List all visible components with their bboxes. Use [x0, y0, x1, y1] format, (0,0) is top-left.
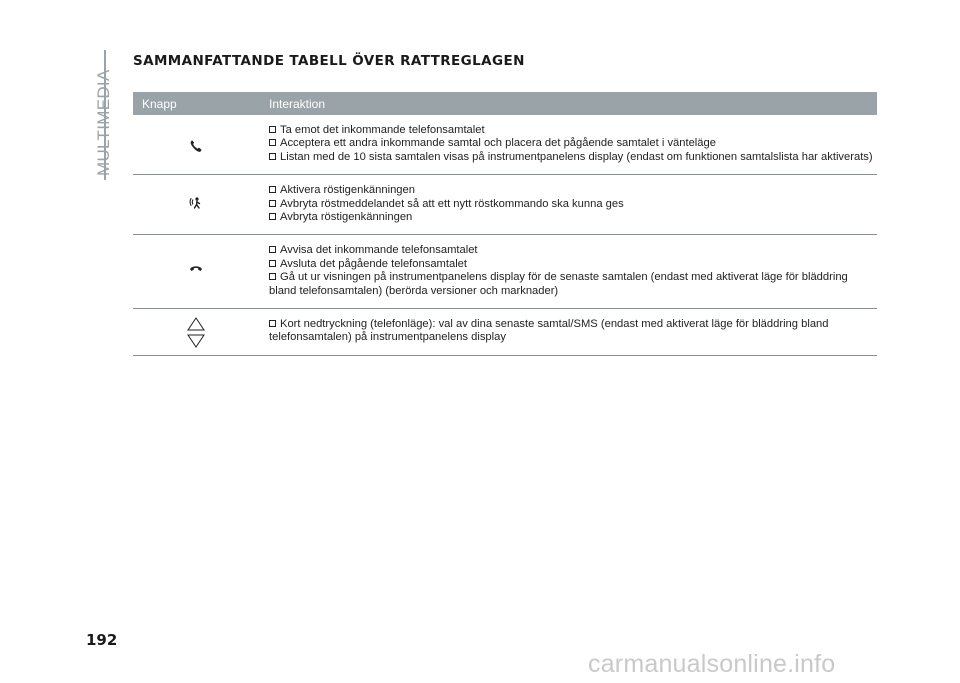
list-item: Avsluta det pågående telefonsamtalet	[269, 258, 877, 271]
checkbox-bullet-icon	[269, 273, 276, 280]
checkbox-bullet-icon	[269, 126, 276, 133]
controls-table	[133, 92, 877, 356]
checkbox-bullet-icon	[269, 200, 276, 207]
phone-answer-icon	[133, 139, 259, 153]
checkbox-bullet-icon	[269, 153, 276, 160]
checkbox-bullet-icon	[269, 139, 276, 146]
page-title: SAMMANFATTANDE TABELL ÖVER RATTREGLAGEN	[133, 53, 525, 69]
list-item: Avbryta röstmeddelandet så att ett nytt röstkommando ska kunna ges	[269, 198, 877, 211]
section-tab	[86, 50, 113, 180]
checkbox-bullet-icon	[269, 320, 276, 327]
voice-command-icon	[133, 195, 259, 211]
list-item: Gå ut ur visningen på instrumentpanelens display för de senaste samtalen (endast med aktiverat läge för bläddring bland telefonsamtalen) (berörda versioner och marknader)	[269, 271, 848, 297]
checkbox-bullet-icon	[269, 246, 276, 253]
section-label: MULTIMEDIA	[94, 69, 113, 176]
list-item: Avvisa det inkommande telefonsamtalet	[269, 244, 877, 257]
phone-hangup-icon	[133, 263, 259, 273]
page-number: 192	[86, 631, 118, 649]
table-row	[133, 175, 877, 235]
table-row	[133, 235, 877, 309]
list-item: Aktivera röstigenkänningen	[269, 184, 877, 197]
table-row	[133, 309, 877, 356]
table-row	[133, 115, 877, 175]
list-item: Kort nedtryckning (telefonläge): val av dina senaste samtal/SMS (endast med aktiverat läge för bläddring bland telefonsamtalen) på instrumentpanelens display	[269, 318, 829, 344]
checkbox-bullet-icon	[269, 186, 276, 193]
up-down-arrows-icon	[133, 317, 259, 349]
watermark: carmanualsonline.info	[588, 650, 836, 678]
checkbox-bullet-icon	[269, 260, 276, 267]
list-item: Ta emot det inkommande telefonsamtalet	[269, 124, 877, 137]
checkbox-bullet-icon	[269, 213, 276, 220]
header-button: Knapp	[142, 97, 177, 111]
list-item: Listan med de 10 sista samtalen visas på instrumentpanelens display (endast om funktionen samtalslista har aktiverats)	[269, 151, 877, 164]
list-item: Avbryta röstigenkänningen	[269, 211, 877, 224]
list-item: Acceptera ett andra inkommande samtal och placera det pågående samtalet i vänteläge	[269, 137, 877, 150]
header-interaction: Interaktion	[269, 97, 326, 111]
table-header	[133, 92, 877, 115]
